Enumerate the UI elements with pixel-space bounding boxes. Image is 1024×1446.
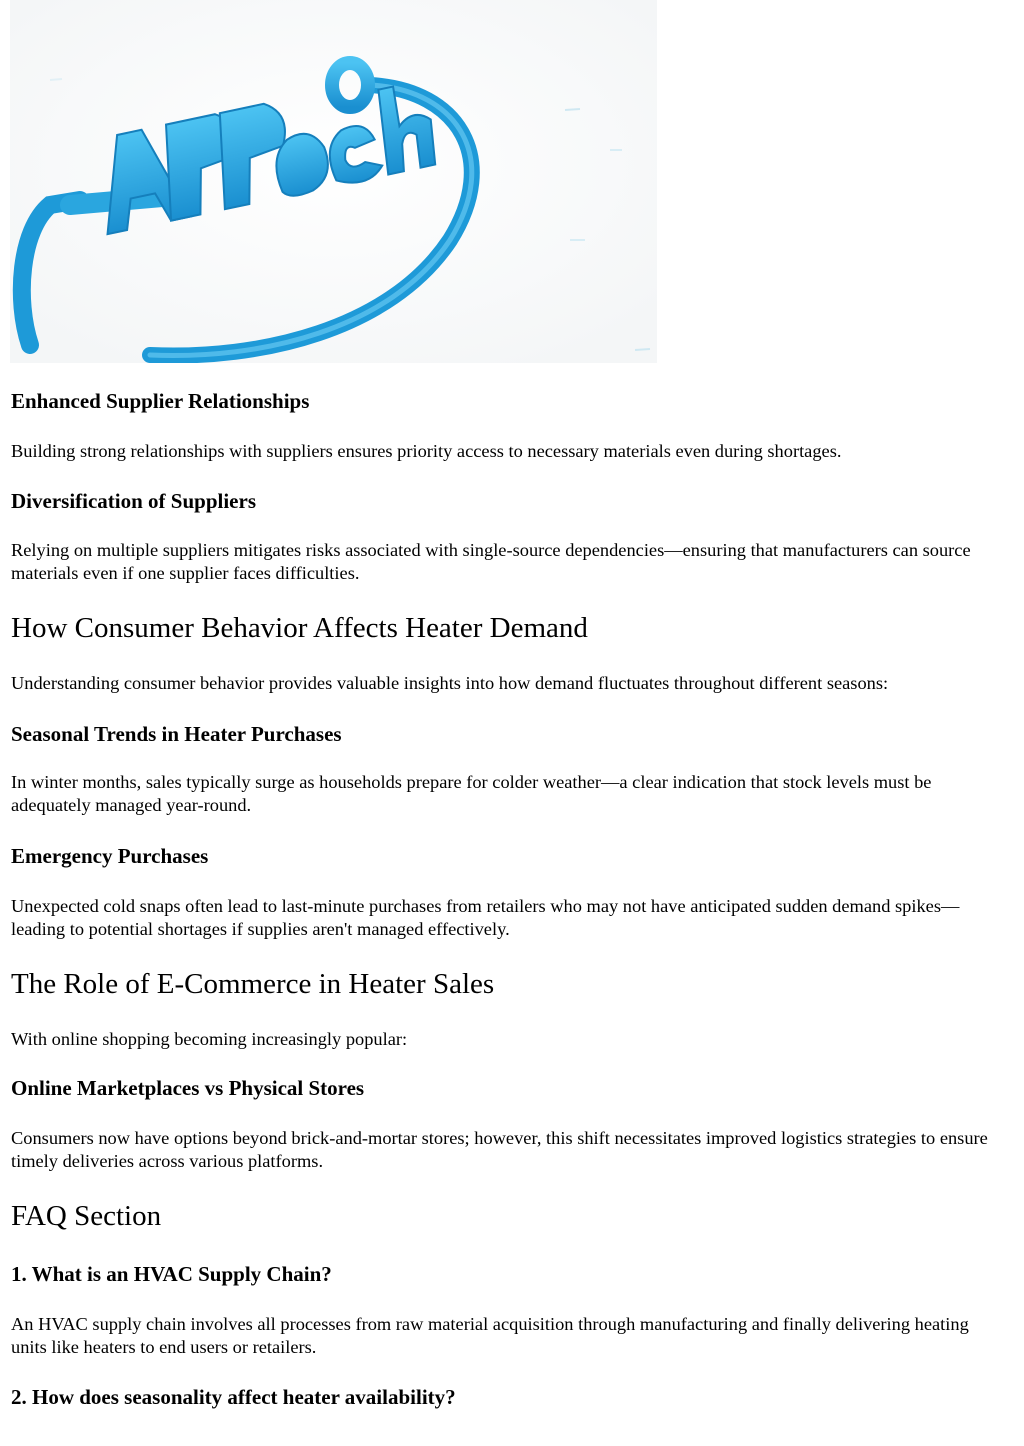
- heading-diversification-of-suppliers: Diversification of Suppliers: [11, 489, 256, 513]
- faq-answer-1: An HVAC supply chain involves all processes from raw material acquisition through manufacturing and finally delivering heating units like heaters to end users or retailers.: [11, 1314, 969, 1357]
- paragraph-consumer-behavior: Understanding consumer behavior provides valuable insights into how demand fluctuates throughout different seasons:: [11, 673, 889, 693]
- heading-emergency-purchases: Emergency Purchases: [11, 844, 209, 868]
- heading-seasonal-trends: Seasonal Trends in Heater Purchases: [11, 722, 342, 746]
- paragraph-diversification: Relying on multiple suppliers mitigates risks associated with single-source dependencies—ensuring that manufacturers can source materials even if one supplier faces difficulties.: [11, 540, 971, 583]
- approach-lettering-illustration: [10, 0, 657, 363]
- hero-image: [10, 0, 657, 363]
- heading-ecommerce: The Role of E-Commerce in Heater Sales: [11, 968, 495, 1000]
- paragraph-emergency-purchases: Unexpected cold snaps often lead to last-minute purchases from retailers who may not have anticipated sudden demand spikes—leading to potential shortages if supplies aren't managed effectively.: [11, 896, 960, 939]
- heading-consumer-behavior: How Consumer Behavior Affects Heater Demand: [11, 612, 588, 644]
- faq-question-1: 1. What is an HVAC Supply Chain?: [11, 1262, 332, 1286]
- paragraph-ecommerce: With online shopping becoming increasingly popular:: [11, 1029, 408, 1049]
- faq-question-2: 2. How does seasonality affect heater availability?: [11, 1385, 456, 1409]
- heading-online-vs-physical: Online Marketplaces vs Physical Stores: [11, 1076, 365, 1100]
- heading-enhanced-supplier-relationships: Enhanced Supplier Relationships: [11, 389, 310, 413]
- heading-faq-section: FAQ Section: [11, 1200, 162, 1232]
- paragraph-seasonal-trends: In winter months, sales typically surge as households prepare for colder weather—a clear indication that stock levels must be adequately managed year-round.: [11, 772, 932, 815]
- paragraph-online-vs-physical: Consumers now have options beyond brick-and-mortar stores; however, this shift necessitates improved logistics strategies to ensure timely deliveries across various platforms.: [11, 1128, 988, 1171]
- paragraph-supplier-relationships: Building strong relationships with suppliers ensures priority access to necessary materials even during shortages.: [11, 441, 842, 461]
